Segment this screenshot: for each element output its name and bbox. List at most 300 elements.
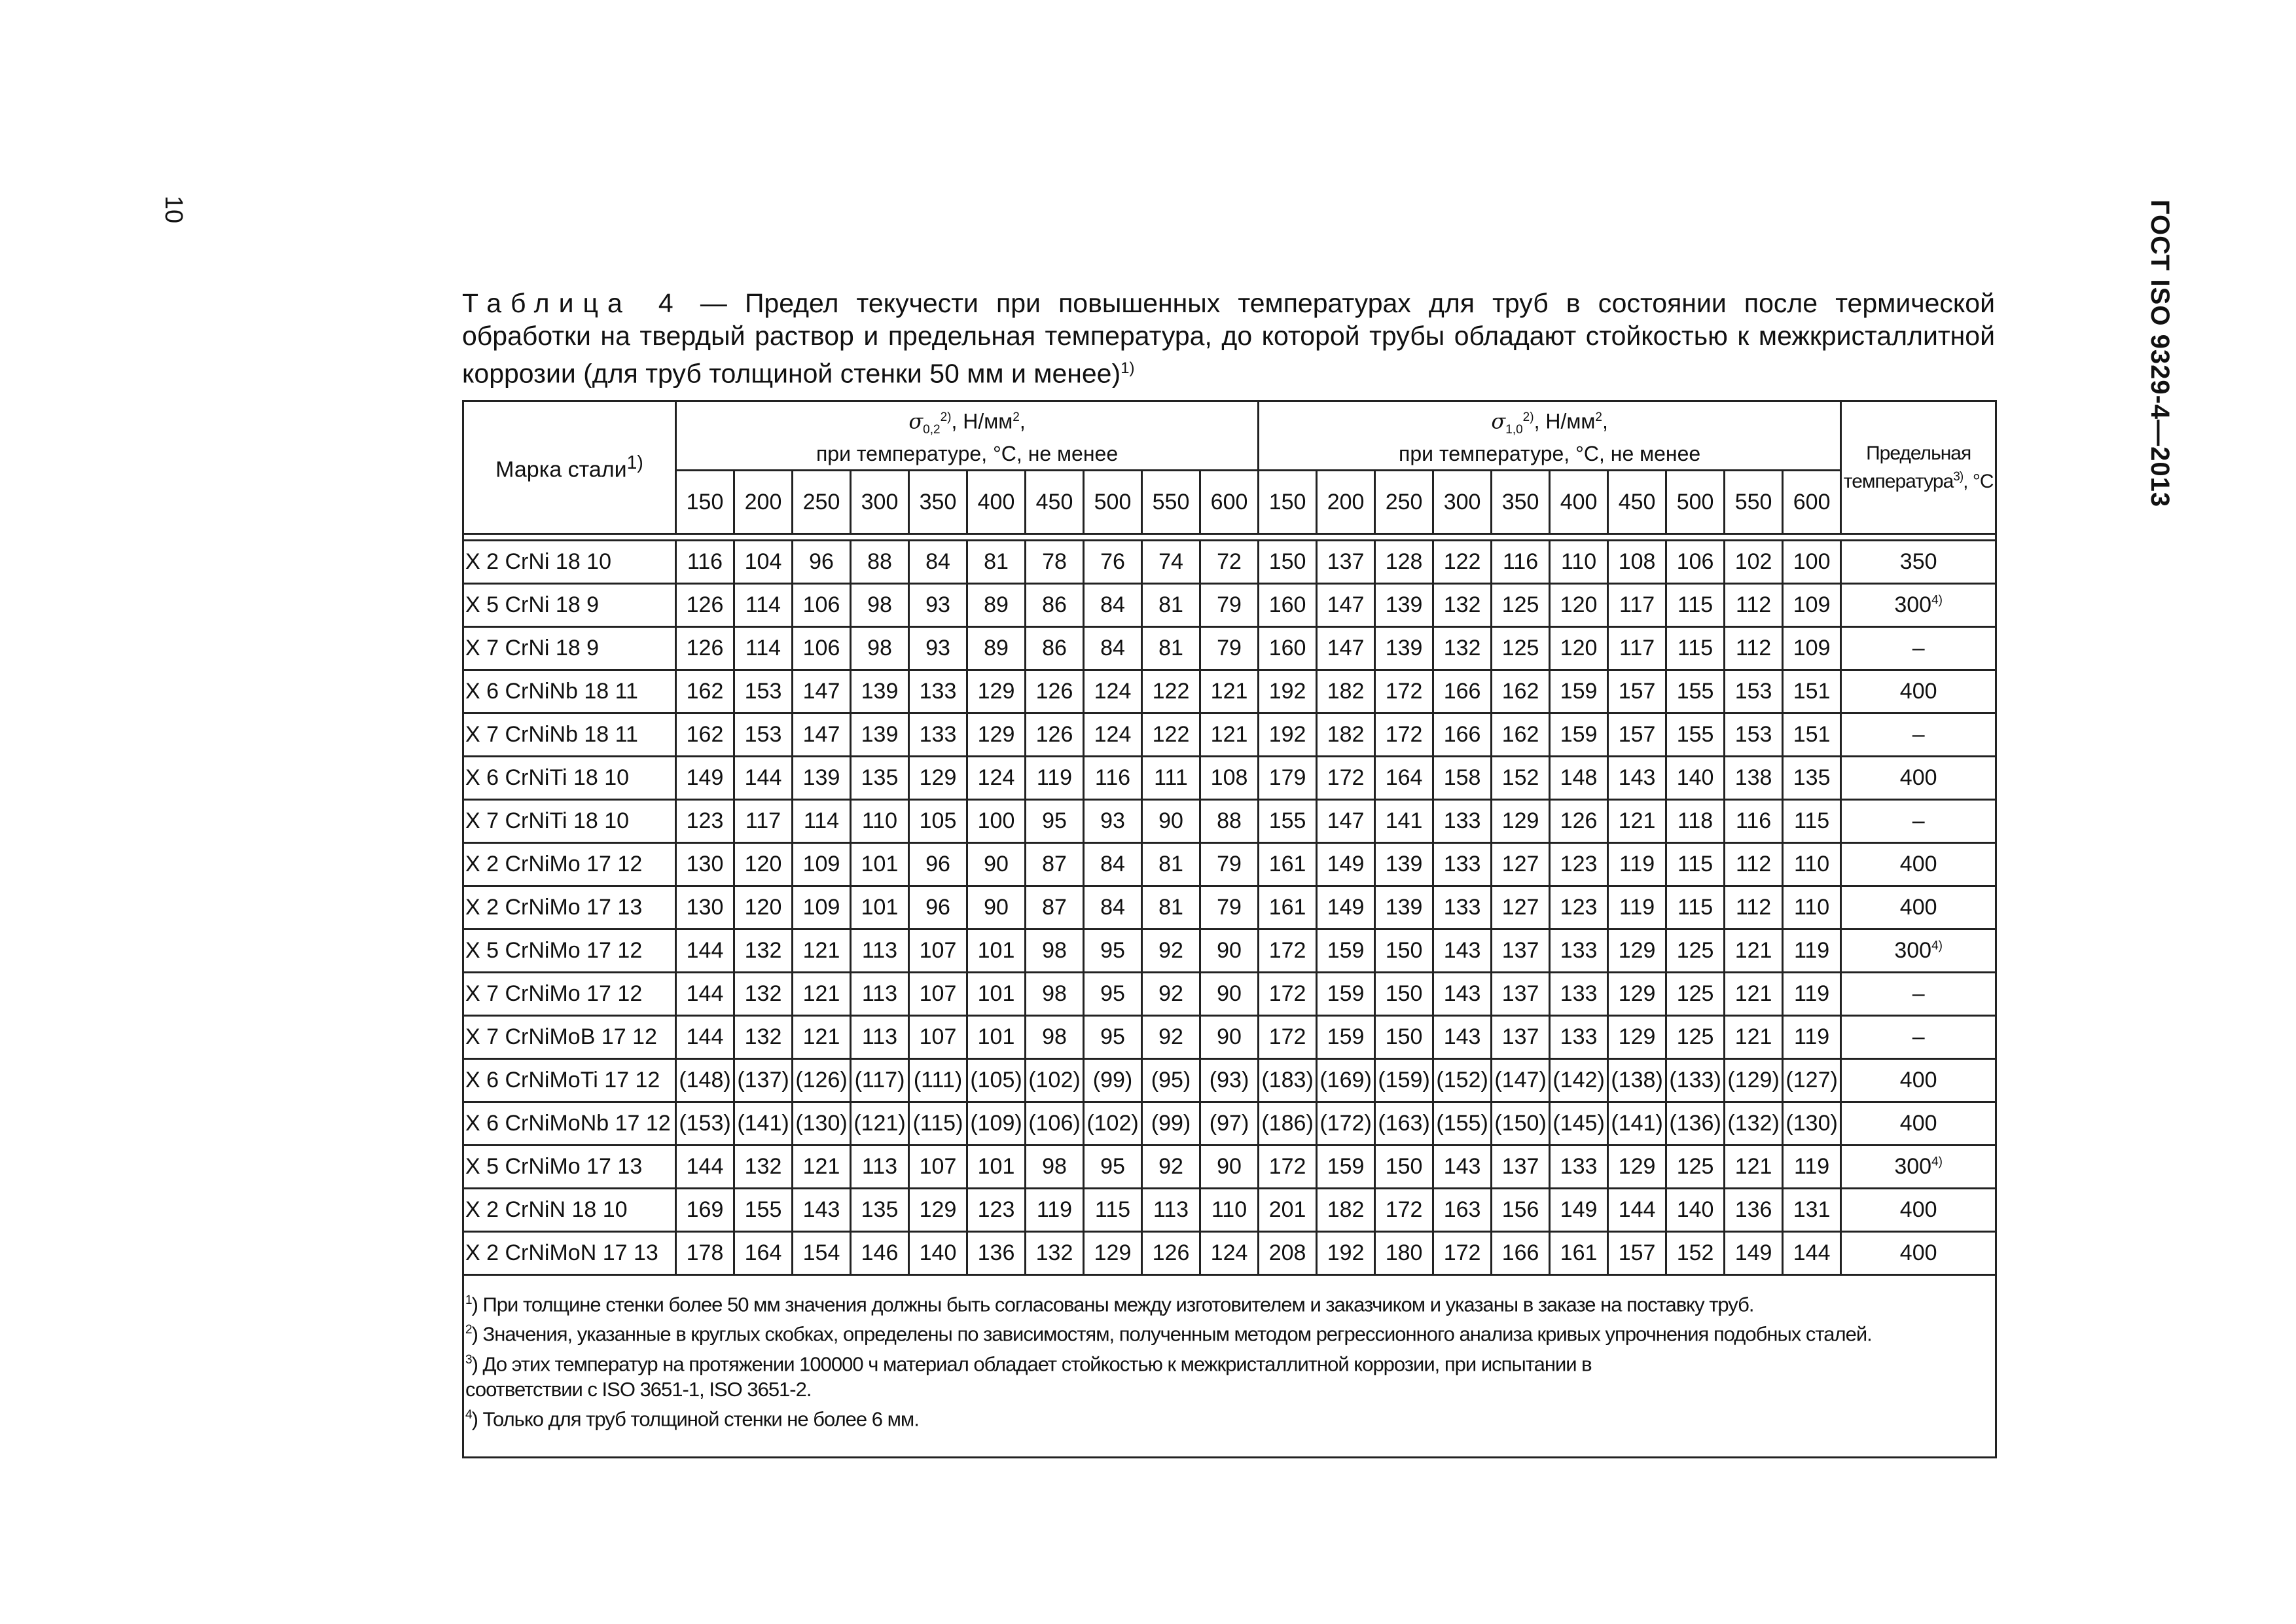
value-cell-s02: 110 bbox=[851, 800, 909, 843]
value-cell-s02: 98 bbox=[1026, 973, 1084, 1016]
value-cell-s02: 120 bbox=[734, 886, 793, 929]
limit-temperature-note: 3) bbox=[1953, 469, 1964, 484]
limit-temperature-header bbox=[1841, 401, 1996, 534]
value-cell-s10: 112 bbox=[1725, 886, 1783, 929]
value-cell-s10: (147) bbox=[1492, 1059, 1550, 1102]
sigma-02-unit-power: 2 bbox=[1013, 410, 1020, 424]
value-cell-s02: 121 bbox=[793, 1016, 851, 1059]
value-cell-s10: 179 bbox=[1259, 757, 1317, 800]
value-cell-s10: 155 bbox=[1666, 670, 1725, 713]
value-cell-s10: 131 bbox=[1783, 1189, 1841, 1232]
value-cell-s02: 144 bbox=[676, 973, 734, 1016]
value-cell-s10: 149 bbox=[1317, 886, 1375, 929]
limit-temperature-cell bbox=[1841, 886, 1996, 929]
value-cell-s02: (130) bbox=[793, 1102, 851, 1146]
limit-temperature-value: 400 bbox=[1899, 852, 1937, 876]
value-cell-s10: 164 bbox=[1375, 757, 1433, 800]
value-cell-s10: (155) bbox=[1433, 1102, 1492, 1146]
value-cell-s10: 139 bbox=[1375, 584, 1433, 627]
value-cell-s10: 110 bbox=[1783, 843, 1841, 886]
value-cell-s10: (169) bbox=[1317, 1059, 1375, 1102]
limit-temperature-cell bbox=[1841, 973, 1996, 1016]
value-cell-s10: 147 bbox=[1317, 800, 1375, 843]
value-cell-s10: 151 bbox=[1783, 670, 1841, 713]
value-cell-s10: 157 bbox=[1608, 713, 1666, 757]
value-cell-s10: 166 bbox=[1433, 713, 1492, 757]
value-cell-s10: (172) bbox=[1317, 1102, 1375, 1146]
temp-header-s02-350: 350 bbox=[909, 471, 967, 534]
steel-grade-cell: X 2 CrNiMo 17 13 bbox=[463, 886, 676, 929]
value-cell-s10: 172 bbox=[1259, 1016, 1317, 1059]
value-cell-s02: 124 bbox=[1084, 670, 1142, 713]
value-cell-s02: 132 bbox=[734, 973, 793, 1016]
value-cell-s02: (105) bbox=[967, 1059, 1026, 1102]
footnote-text: соответствии с ISO 3651-1, ISO 3651-2. bbox=[465, 1377, 812, 1401]
value-cell-s10: 118 bbox=[1666, 800, 1725, 843]
value-cell-s02: 121 bbox=[1200, 713, 1259, 757]
steel-grade-cell: X 5 CrNiMo 17 12 bbox=[463, 929, 676, 973]
value-cell-s02: 169 bbox=[676, 1189, 734, 1232]
limit-temperature-value: – bbox=[1912, 722, 1925, 747]
footnote-text: ) До этих температур на протяжении 100000 ч материал обладает стойкостью к межкристаллитной коррозии, при испытании в bbox=[471, 1352, 1592, 1375]
value-cell-s02: 129 bbox=[967, 713, 1026, 757]
limit-temperature-value: 300 bbox=[1894, 592, 1932, 617]
value-cell-s02: 95 bbox=[1084, 929, 1142, 973]
value-cell-s10: 143 bbox=[1433, 1146, 1492, 1189]
value-cell-s10: (130) bbox=[1783, 1102, 1841, 1146]
value-cell-s02: 153 bbox=[734, 713, 793, 757]
value-cell-s10: 121 bbox=[1725, 973, 1783, 1016]
value-cell-s02: 96 bbox=[793, 541, 851, 584]
value-cell-s02: 132 bbox=[734, 1146, 793, 1189]
value-cell-s02: 132 bbox=[734, 1016, 793, 1059]
value-cell-s10: 138 bbox=[1725, 757, 1783, 800]
value-cell-s10: 161 bbox=[1550, 1232, 1608, 1275]
value-cell-s02: 140 bbox=[909, 1232, 967, 1275]
value-cell-s02: 84 bbox=[1084, 627, 1142, 670]
value-cell-s02: 154 bbox=[793, 1232, 851, 1275]
temp-header-s10-150: 150 bbox=[1259, 471, 1317, 534]
value-cell-s10: 129 bbox=[1492, 800, 1550, 843]
temp-header-s02-550: 550 bbox=[1142, 471, 1200, 534]
value-cell-s02: 81 bbox=[1142, 843, 1200, 886]
steel-grade-cell: X 7 CrNiTi 18 10 bbox=[463, 800, 676, 843]
value-cell-s02: 90 bbox=[1142, 800, 1200, 843]
value-cell-s10: (127) bbox=[1783, 1059, 1841, 1102]
value-cell-s02: 126 bbox=[676, 584, 734, 627]
value-cell-s02: 119 bbox=[1026, 1189, 1084, 1232]
value-cell-s10: 129 bbox=[1608, 929, 1666, 973]
table-row bbox=[463, 1102, 1996, 1146]
value-cell-s02: 95 bbox=[1084, 1016, 1142, 1059]
value-cell-s10: 115 bbox=[1666, 843, 1725, 886]
footnotes bbox=[463, 1275, 1996, 1458]
value-cell-s02: 92 bbox=[1142, 1146, 1200, 1189]
steel-grade-cell: X 2 CrNiMo 17 12 bbox=[463, 843, 676, 886]
value-cell-s10: 133 bbox=[1433, 886, 1492, 929]
value-cell-s10: 112 bbox=[1725, 843, 1783, 886]
value-cell-s02: 113 bbox=[851, 1016, 909, 1059]
value-cell-s10: 135 bbox=[1783, 757, 1841, 800]
value-cell-s02: (126) bbox=[793, 1059, 851, 1102]
value-cell-s10: 137 bbox=[1492, 973, 1550, 1016]
temp-header-s10-350: 350 bbox=[1492, 471, 1550, 534]
value-cell-s10: 136 bbox=[1725, 1189, 1783, 1232]
value-cell-s02: 133 bbox=[909, 713, 967, 757]
value-cell-s02: 144 bbox=[734, 757, 793, 800]
footnote-mark: 3 bbox=[465, 1352, 472, 1367]
value-cell-s10: 115 bbox=[1783, 800, 1841, 843]
limit-temperature-cell bbox=[1841, 584, 1996, 627]
value-cell-s02: 124 bbox=[967, 757, 1026, 800]
footnote-mark: 2 bbox=[465, 1323, 472, 1337]
limit-temperature-value: 400 bbox=[1899, 1240, 1937, 1265]
table-label: Таблица 4 bbox=[462, 288, 683, 318]
value-cell-s10: 172 bbox=[1259, 929, 1317, 973]
limit-temperature-value: 300 bbox=[1894, 1154, 1932, 1179]
value-cell-s10: 152 bbox=[1666, 1232, 1725, 1275]
table-row bbox=[463, 843, 1996, 886]
value-cell-s10: 125 bbox=[1492, 627, 1550, 670]
value-cell-s02: 92 bbox=[1142, 973, 1200, 1016]
value-cell-s10: 182 bbox=[1317, 1189, 1375, 1232]
footnote-text: ) Только для труб толщиной стенки не более 6 мм. bbox=[471, 1407, 919, 1431]
temp-header-s10-400: 400 bbox=[1550, 471, 1608, 534]
value-cell-s02: 130 bbox=[676, 886, 734, 929]
temperature-header-row bbox=[463, 471, 1996, 534]
value-cell-s02: 162 bbox=[676, 713, 734, 757]
value-cell-s10: 119 bbox=[1783, 1146, 1841, 1189]
value-cell-s02: 107 bbox=[909, 929, 967, 973]
value-cell-s10: 172 bbox=[1317, 757, 1375, 800]
temp-header-s10-500: 500 bbox=[1666, 471, 1725, 534]
value-cell-s02: (97) bbox=[1200, 1102, 1259, 1146]
value-cell-s10: 119 bbox=[1783, 973, 1841, 1016]
value-cell-s10: 152 bbox=[1492, 757, 1550, 800]
sigma-10-unit-power: 2 bbox=[1595, 410, 1602, 424]
value-cell-s02: 121 bbox=[793, 1146, 851, 1189]
value-cell-s10: 160 bbox=[1259, 627, 1317, 670]
value-cell-s02: 98 bbox=[851, 584, 909, 627]
table-row bbox=[463, 1059, 1996, 1102]
limit-temperature-cell bbox=[1841, 627, 1996, 670]
value-cell-s02: (117) bbox=[851, 1059, 909, 1102]
value-cell-s10: 208 bbox=[1259, 1232, 1317, 1275]
sigma-02-symbol: σ bbox=[908, 408, 924, 434]
value-cell-s02: 89 bbox=[967, 627, 1026, 670]
value-cell-s10: (141) bbox=[1608, 1102, 1666, 1146]
value-cell-s02: 129 bbox=[909, 757, 967, 800]
value-cell-s02: 113 bbox=[851, 1146, 909, 1189]
value-cell-s02: (102) bbox=[1084, 1102, 1142, 1146]
value-cell-s10: 110 bbox=[1550, 541, 1608, 584]
value-cell-s02: 139 bbox=[793, 757, 851, 800]
sigma-10-subscript: 1,0 bbox=[1505, 423, 1523, 437]
value-cell-s10: 144 bbox=[1608, 1189, 1666, 1232]
value-cell-s02: 139 bbox=[851, 713, 909, 757]
value-cell-s02: 86 bbox=[1026, 627, 1084, 670]
value-cell-s10: 115 bbox=[1666, 584, 1725, 627]
value-cell-s02: 153 bbox=[734, 670, 793, 713]
sigma-02-header: $\sigma_{0,2}^{2)}$, $Н/мм^2$, при температуре, °С, не менее bbox=[676, 401, 1259, 471]
value-cell-s02: 87 bbox=[1026, 886, 1084, 929]
value-cell-s02: 81 bbox=[1142, 627, 1200, 670]
value-cell-s02: (137) bbox=[734, 1059, 793, 1102]
value-cell-s02: 178 bbox=[676, 1232, 734, 1275]
limit-temperature-value: 400 bbox=[1899, 895, 1937, 920]
value-cell-s10: (186) bbox=[1259, 1102, 1317, 1146]
value-cell-s02: (141) bbox=[734, 1102, 793, 1146]
value-cell-s10: 143 bbox=[1433, 973, 1492, 1016]
value-cell-s02: 76 bbox=[1084, 541, 1142, 584]
value-cell-s02: 129 bbox=[909, 1189, 967, 1232]
value-cell-s02: 93 bbox=[909, 584, 967, 627]
value-cell-s02: 90 bbox=[1200, 973, 1259, 1016]
value-cell-s10: 121 bbox=[1725, 1016, 1783, 1059]
value-cell-s10: 149 bbox=[1725, 1232, 1783, 1275]
value-cell-s10: 100 bbox=[1783, 541, 1841, 584]
value-cell-s10: 162 bbox=[1492, 670, 1550, 713]
temp-header-s02-200: 200 bbox=[734, 471, 793, 534]
value-cell-s10: 119 bbox=[1783, 1016, 1841, 1059]
value-cell-s10: 182 bbox=[1317, 713, 1375, 757]
limit-temperature-footnote-ref: 4) bbox=[1931, 1155, 1943, 1169]
value-cell-s10: (132) bbox=[1725, 1102, 1783, 1146]
value-cell-s02: 105 bbox=[909, 800, 967, 843]
value-cell-s02: 119 bbox=[1026, 757, 1084, 800]
table-title-footnote-ref: 1) bbox=[1121, 359, 1135, 377]
value-cell-s02: 84 bbox=[1084, 886, 1142, 929]
value-cell-s02: 122 bbox=[1142, 713, 1200, 757]
value-cell-s10: 120 bbox=[1550, 584, 1608, 627]
value-cell-s10: 137 bbox=[1492, 1146, 1550, 1189]
value-cell-s02: 101 bbox=[967, 929, 1026, 973]
value-cell-s02: 81 bbox=[967, 541, 1026, 584]
value-cell-s10: 127 bbox=[1492, 843, 1550, 886]
table-row bbox=[463, 757, 1996, 800]
value-cell-s10: 162 bbox=[1492, 713, 1550, 757]
value-cell-s02: (106) bbox=[1026, 1102, 1084, 1146]
temp-header-s02-500: 500 bbox=[1084, 471, 1142, 534]
value-cell-s02: 93 bbox=[1084, 800, 1142, 843]
value-cell-s02: 123 bbox=[967, 1189, 1026, 1232]
value-cell-s10: (129) bbox=[1725, 1059, 1783, 1102]
value-cell-s10: 116 bbox=[1725, 800, 1783, 843]
value-cell-s02: 116 bbox=[1084, 757, 1142, 800]
value-cell-s10: 133 bbox=[1550, 929, 1608, 973]
footnote-line bbox=[465, 1317, 1995, 1346]
value-cell-s10: 155 bbox=[1666, 713, 1725, 757]
table-title: — Предел текучести при повышенных температурах для труб в состоянии после термической обработки на твердый раствор и предельная температура, до которой трубы обладают стойкостью к межкристаллитной коррозии (для труб толщиной стенки 50 мм и менее) bbox=[462, 288, 1996, 389]
value-cell-s10: 125 bbox=[1666, 1016, 1725, 1059]
value-cell-s10: 159 bbox=[1550, 670, 1608, 713]
limit-temperature-cell bbox=[1841, 541, 1996, 584]
value-cell-s02: (95) bbox=[1142, 1059, 1200, 1102]
temp-header-s02-150: 150 bbox=[676, 471, 734, 534]
steel-grade-cell: X 6 CrNiNb 18 11 bbox=[463, 670, 676, 713]
value-cell-s10: 133 bbox=[1433, 800, 1492, 843]
value-cell-s02: 111 bbox=[1142, 757, 1200, 800]
value-cell-s02: 89 bbox=[967, 584, 1026, 627]
limit-temperature-cell bbox=[1841, 1189, 1996, 1232]
value-cell-s02: 121 bbox=[793, 973, 851, 1016]
limit-temperature-value: – bbox=[1912, 808, 1925, 833]
value-cell-s10: 121 bbox=[1725, 929, 1783, 973]
value-cell-s10: 127 bbox=[1492, 886, 1550, 929]
value-cell-s02: 92 bbox=[1142, 929, 1200, 973]
value-cell-s02: 133 bbox=[909, 670, 967, 713]
table-caption bbox=[462, 287, 1995, 390]
value-cell-s10: 157 bbox=[1608, 670, 1666, 713]
value-cell-s10: 140 bbox=[1666, 1189, 1725, 1232]
value-cell-s02: 101 bbox=[967, 1146, 1026, 1189]
value-cell-s02: 90 bbox=[967, 843, 1026, 886]
value-cell-s10: 150 bbox=[1375, 929, 1433, 973]
value-cell-s10: 172 bbox=[1433, 1232, 1492, 1275]
table-row bbox=[463, 886, 1996, 929]
value-cell-s10: 137 bbox=[1492, 1016, 1550, 1059]
temp-header-s02-450: 450 bbox=[1026, 471, 1084, 534]
value-cell-s10: 102 bbox=[1725, 541, 1783, 584]
steel-grade-cell: X 7 CrNiNb 18 11 bbox=[463, 713, 676, 757]
value-cell-s02: 90 bbox=[1200, 929, 1259, 973]
steel-grade-cell: X 2 CrNi 18 10 bbox=[463, 541, 676, 584]
value-cell-s02: 84 bbox=[909, 541, 967, 584]
sigma-10-header: $\sigma_{1,0}^{2)}$, $Н/мм^2$, при температуре, °С, не менее bbox=[1259, 401, 1841, 471]
value-cell-s10: 119 bbox=[1608, 843, 1666, 886]
value-cell-s02: (121) bbox=[851, 1102, 909, 1146]
value-cell-s02: 95 bbox=[1084, 973, 1142, 1016]
value-cell-s02: 114 bbox=[734, 584, 793, 627]
value-cell-s10: 129 bbox=[1608, 973, 1666, 1016]
steel-grade-cell: X 2 CrNiN 18 10 bbox=[463, 1189, 676, 1232]
value-cell-s10: (150) bbox=[1492, 1102, 1550, 1146]
temp-header-s02-400: 400 bbox=[967, 471, 1026, 534]
value-cell-s02: 106 bbox=[793, 584, 851, 627]
value-cell-s10: 139 bbox=[1375, 627, 1433, 670]
limit-temperature-value: 400 bbox=[1899, 679, 1937, 704]
value-cell-s10: 180 bbox=[1375, 1232, 1433, 1275]
grade-header bbox=[463, 401, 676, 534]
value-cell-s10: (136) bbox=[1666, 1102, 1725, 1146]
value-cell-s10: 125 bbox=[1666, 1146, 1725, 1189]
sigma-02-subscript: 0,2 bbox=[923, 423, 941, 437]
value-cell-s02: 164 bbox=[734, 1232, 793, 1275]
limit-temperature-value: 400 bbox=[1899, 765, 1937, 790]
value-cell-s10: (163) bbox=[1375, 1102, 1433, 1146]
value-cell-s02: 147 bbox=[793, 713, 851, 757]
steel-grade-cell: X 6 CrNiMoNb 17 12 bbox=[463, 1102, 676, 1146]
footnote-line bbox=[465, 1347, 1995, 1377]
value-cell-s02: (99) bbox=[1084, 1059, 1142, 1102]
value-cell-s02: 108 bbox=[1200, 757, 1259, 800]
value-cell-s10: 192 bbox=[1259, 713, 1317, 757]
footnote-mark: 4 bbox=[465, 1407, 472, 1422]
value-cell-s10: 109 bbox=[1783, 584, 1841, 627]
value-cell-s10: 163 bbox=[1433, 1189, 1492, 1232]
value-cell-s10: 155 bbox=[1259, 800, 1317, 843]
table-row bbox=[463, 1232, 1996, 1275]
value-cell-s02: 122 bbox=[1142, 670, 1200, 713]
value-cell-s02: 121 bbox=[1200, 670, 1259, 713]
temp-header-s02-300: 300 bbox=[851, 471, 909, 534]
value-cell-s02: 136 bbox=[967, 1232, 1026, 1275]
value-cell-s10: 121 bbox=[1608, 800, 1666, 843]
yield-strength-table bbox=[462, 400, 1997, 1458]
value-cell-s02: 90 bbox=[967, 886, 1026, 929]
value-cell-s10: 123 bbox=[1550, 843, 1608, 886]
value-cell-s02: 139 bbox=[851, 670, 909, 713]
value-cell-s10: 116 bbox=[1492, 541, 1550, 584]
value-cell-s02: (153) bbox=[676, 1102, 734, 1146]
value-cell-s02: 86 bbox=[1026, 584, 1084, 627]
value-cell-s02: 155 bbox=[734, 1189, 793, 1232]
temp-header-s10-250: 250 bbox=[1375, 471, 1433, 534]
value-cell-s10: 159 bbox=[1317, 1146, 1375, 1189]
value-cell-s02: 135 bbox=[851, 1189, 909, 1232]
value-cell-s10: 110 bbox=[1783, 886, 1841, 929]
limit-temperature-cell bbox=[1841, 1059, 1996, 1102]
value-cell-s10: 108 bbox=[1608, 541, 1666, 584]
value-cell-s02: 146 bbox=[851, 1232, 909, 1275]
value-cell-s02: 87 bbox=[1026, 843, 1084, 886]
table-row bbox=[463, 1189, 1996, 1232]
value-cell-s10: 119 bbox=[1608, 886, 1666, 929]
limit-temperature-value: 400 bbox=[1899, 1068, 1937, 1092]
value-cell-s02: 98 bbox=[851, 627, 909, 670]
value-cell-s10: 172 bbox=[1259, 1146, 1317, 1189]
table-row bbox=[463, 627, 1996, 670]
value-cell-s10: (152) bbox=[1433, 1059, 1492, 1102]
value-cell-s10: (142) bbox=[1550, 1059, 1608, 1102]
value-cell-s02: (102) bbox=[1026, 1059, 1084, 1102]
limit-temperature-cell bbox=[1841, 929, 1996, 973]
temp-header-s02-250: 250 bbox=[793, 471, 851, 534]
value-cell-s02: 101 bbox=[851, 886, 909, 929]
value-cell-s10: 132 bbox=[1433, 584, 1492, 627]
value-cell-s02: 90 bbox=[1200, 1146, 1259, 1189]
value-cell-s02: 90 bbox=[1200, 1016, 1259, 1059]
value-cell-s02: (93) bbox=[1200, 1059, 1259, 1102]
value-cell-s10: 172 bbox=[1375, 713, 1433, 757]
value-cell-s02: 144 bbox=[676, 1146, 734, 1189]
value-cell-s10: 121 bbox=[1725, 1146, 1783, 1189]
value-cell-s02: 132 bbox=[1026, 1232, 1084, 1275]
value-cell-s10: (183) bbox=[1259, 1059, 1317, 1102]
limit-temperature-footnote-ref: 4) bbox=[1931, 939, 1943, 953]
value-cell-s02: 109 bbox=[793, 886, 851, 929]
value-cell-s02: 95 bbox=[1026, 800, 1084, 843]
value-cell-s02: 74 bbox=[1142, 541, 1200, 584]
footnote-line bbox=[465, 1402, 1995, 1432]
value-cell-s02: 144 bbox=[676, 1016, 734, 1059]
grade-header-label: Марка стали bbox=[495, 457, 627, 482]
table-row bbox=[463, 713, 1996, 757]
value-cell-s10: 159 bbox=[1317, 1016, 1375, 1059]
value-cell-s02: 98 bbox=[1026, 929, 1084, 973]
value-cell-s02: 113 bbox=[851, 929, 909, 973]
value-cell-s10: 150 bbox=[1375, 973, 1433, 1016]
value-cell-s10: 161 bbox=[1259, 843, 1317, 886]
footnote-text: ) Значения, указанные в круглых скобках, определены по зависимостям, полученным методом регрессионного анализа кривых упрочнения подобных сталей. bbox=[471, 1322, 1872, 1346]
temp-header-s10-450: 450 bbox=[1608, 471, 1666, 534]
table-row bbox=[463, 973, 1996, 1016]
value-cell-s02: 113 bbox=[851, 973, 909, 1016]
value-cell-s02: 126 bbox=[1026, 713, 1084, 757]
value-cell-s10: 147 bbox=[1317, 584, 1375, 627]
table-row bbox=[463, 584, 1996, 627]
value-cell-s02: 123 bbox=[676, 800, 734, 843]
